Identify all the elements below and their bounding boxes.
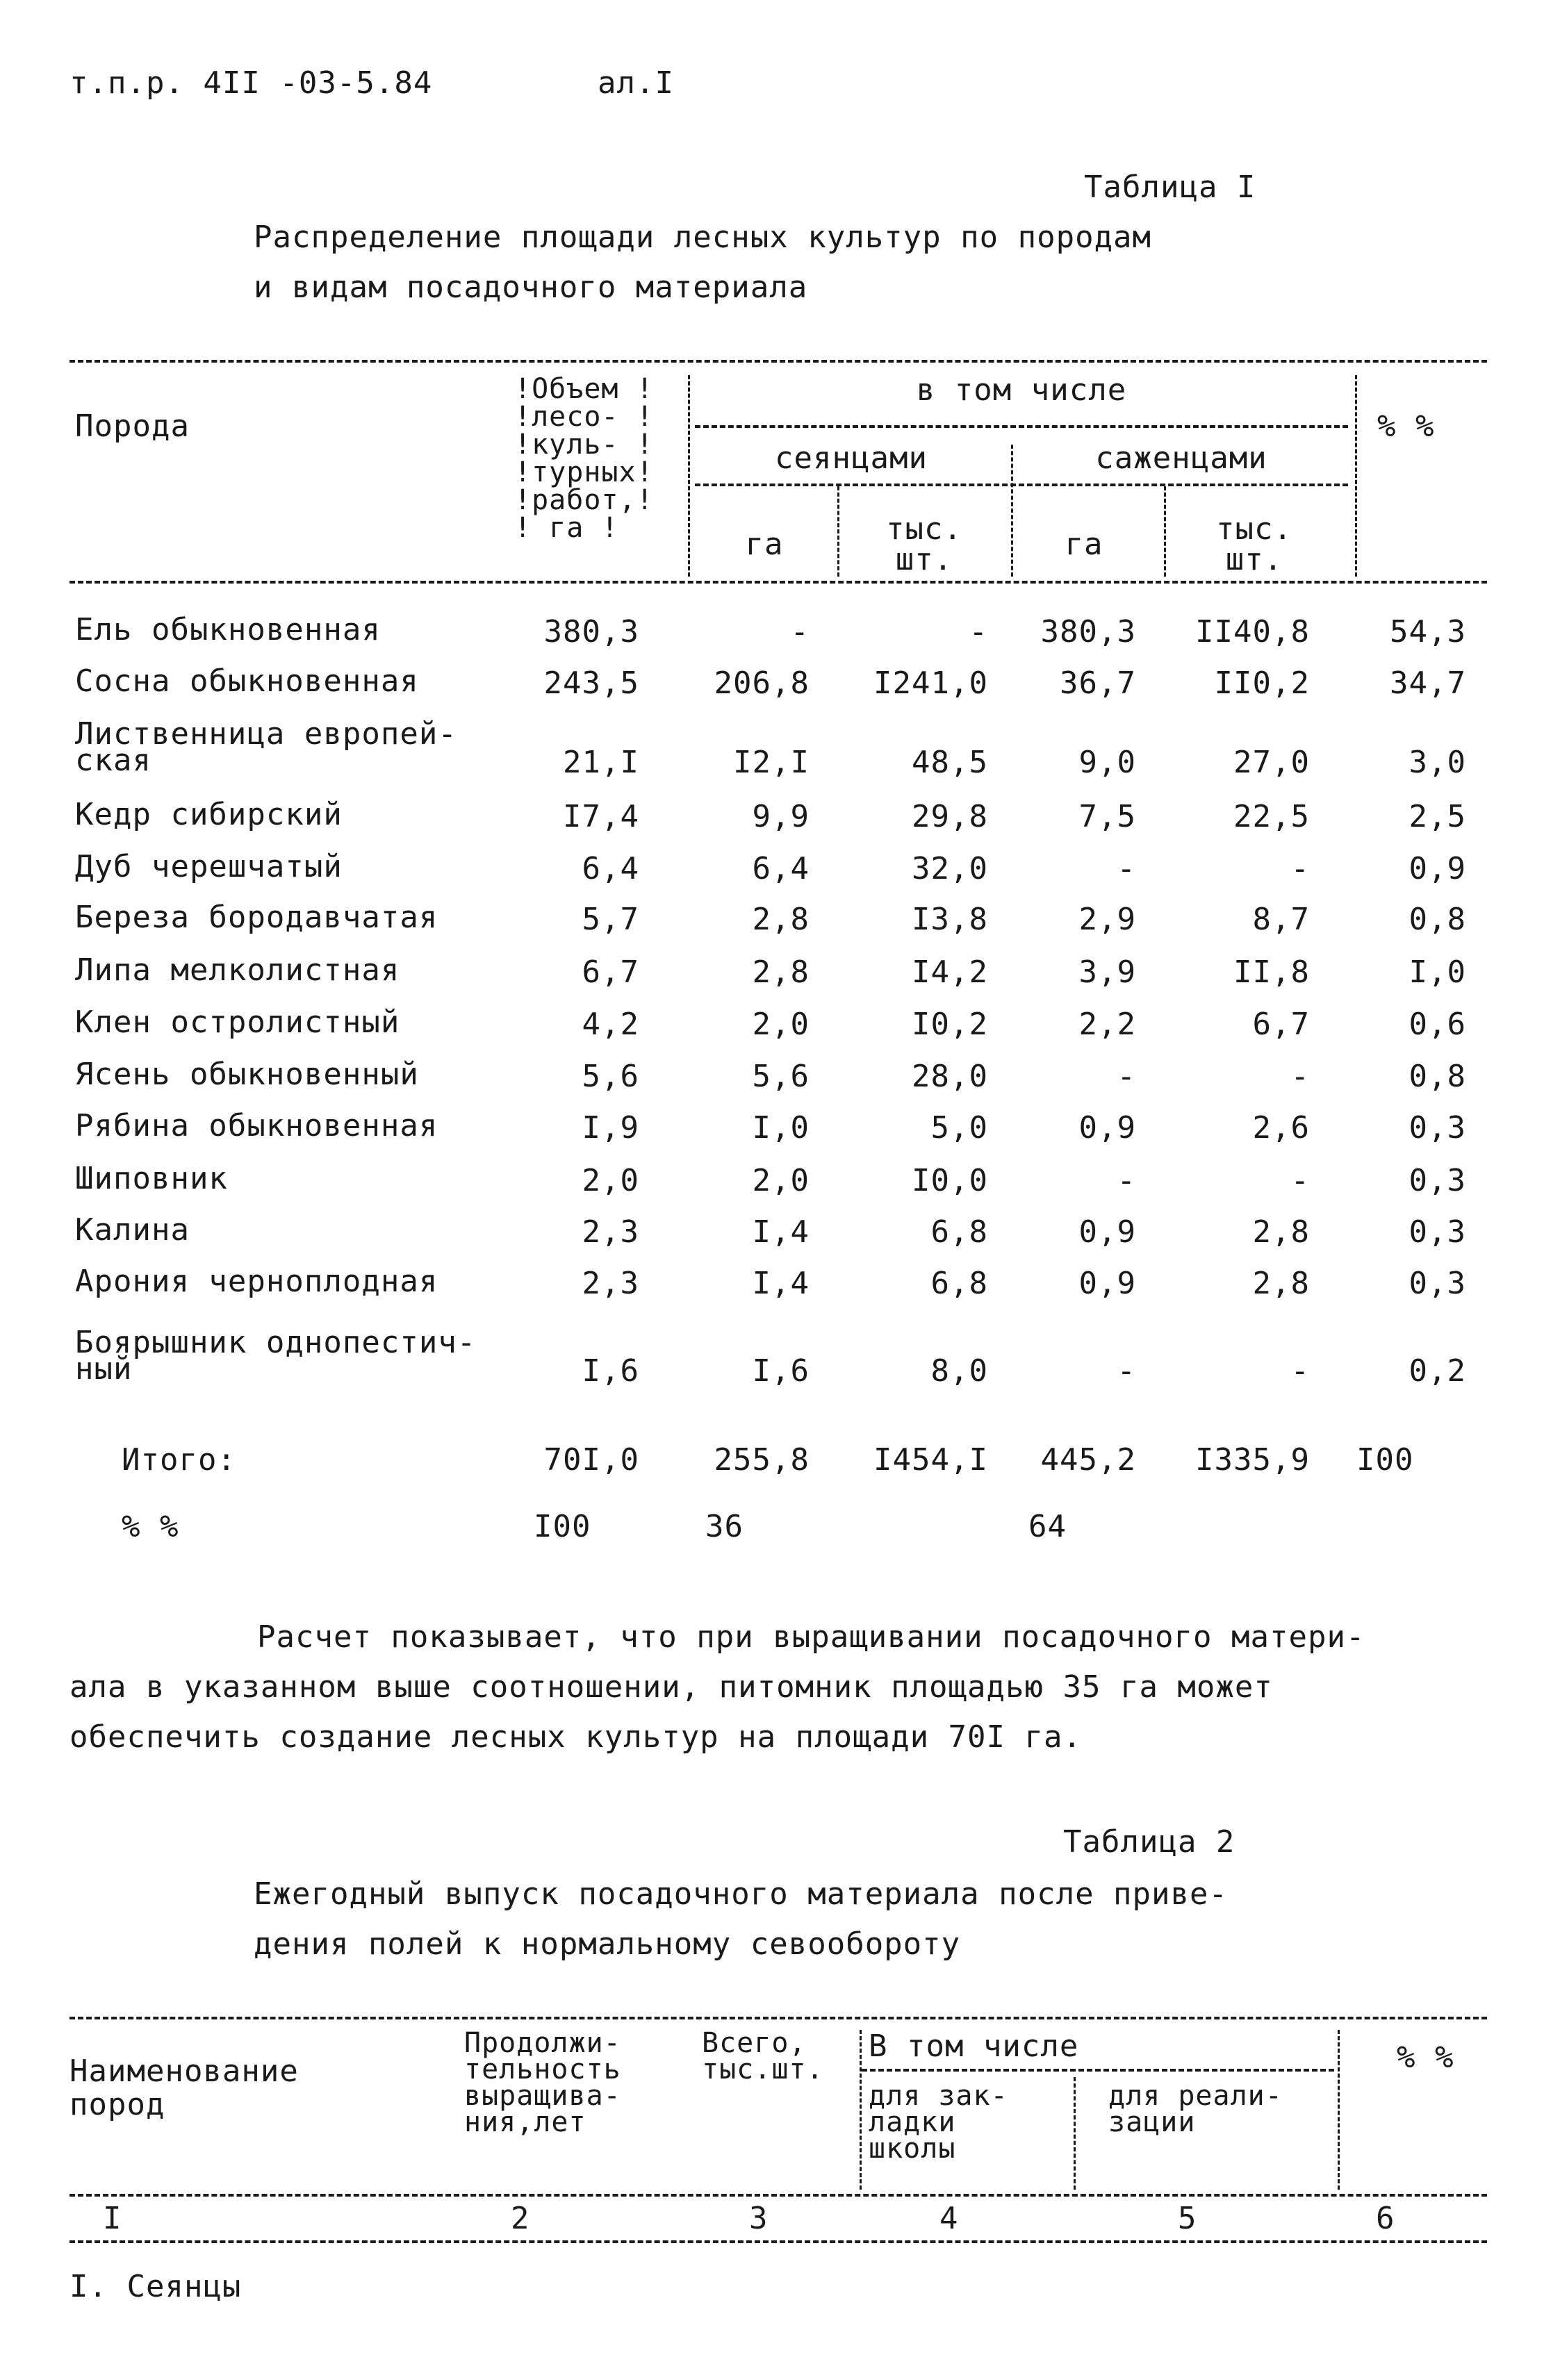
species-name: Лиственница европей- ская [75,716,457,778]
header-seedlings-thousand: тыс. шт. [886,511,962,577]
paragraph-line-2: ала в указанном выше соотношении, питомник площадью 35 га может [69,1669,1273,1705]
cell-volume: 2,0 [582,1163,639,1198]
cell-seedlings-thousand: 5,0 [930,1110,988,1146]
cell-volume: I,9 [582,1110,639,1146]
species-name: Липа мелколистная [75,952,400,988]
cell-seedlings-ha: I,6 [752,1353,810,1389]
cell-seedlings-ha: I,4 [752,1266,810,1301]
cell-percent: 34,7 [1390,666,1466,701]
t2-colnum-4: 4 [939,2201,959,2236]
cell-seedlings-ha: I2,I [733,745,810,780]
t2-colnum-2: 2 [511,2201,530,2236]
cell-volume: I,6 [582,1353,639,1389]
cell-percent: 0,8 [1409,1059,1466,1094]
cell-volume: I7,4 [563,799,639,834]
header-saplings-thousand: тыс. шт. [1216,511,1292,577]
percent-row-volume: I00 [534,1509,591,1544]
cell-saplings-thousand: 2,6 [1252,1110,1310,1146]
cell-saplings-thousand: II,8 [1233,955,1310,990]
cell-volume: 6,7 [582,955,639,990]
cell-seedlings-thousand: I4,2 [912,955,988,990]
header-incl: в том числе [916,372,1127,408]
cell-saplings-thousand: - [1290,1163,1310,1198]
t2-header-divider [1338,2030,1340,2190]
total-saplings-ha: 445,2 [1040,1442,1136,1478]
cell-saplings-ha: 7,5 [1078,799,1136,834]
cell-saplings-thousand: 6,7 [1252,1007,1310,1042]
cell-saplings-thousand: II0,2 [1214,666,1310,701]
cell-seedlings-thousand: I0,2 [912,1007,988,1042]
cell-volume: 2,3 [582,1266,639,1301]
cell-percent: 0,3 [1409,1110,1466,1146]
cell-seedlings-ha: 2,0 [752,1163,810,1198]
cell-seedlings-thousand: 48,5 [912,745,988,780]
cell-seedlings-thousand: - [969,614,988,650]
table2-title-line2: дения полей к нормальному севообороту [254,1926,961,1962]
cell-seedlings-thousand: 32,0 [912,851,988,886]
percent-row-label: % % [122,1509,179,1544]
cell-seedlings-thousand: I3,8 [912,902,988,937]
cell-saplings-thousand: 2,8 [1252,1266,1310,1301]
cell-seedlings-ha: 2,8 [752,955,810,990]
table2-colnum-rule [69,2240,1487,2243]
total-percent: I00 [1356,1442,1414,1478]
table1-caption: Таблица I [1084,170,1256,205]
species-name: Береза бородавчатая [75,900,438,935]
t2-section-seedlings: I. Сеянцы [69,2269,242,2304]
header-saplings: саженцами [1095,440,1267,476]
cell-saplings-ha: 3,9 [1078,955,1136,990]
total-label: Итого: [122,1442,236,1478]
species-name: Кедр сибирский [75,797,343,832]
cell-saplings-thousand: - [1290,1059,1310,1094]
cell-seedlings-ha: 2,0 [752,1007,810,1042]
cell-seedlings-ha: 6,4 [752,851,810,886]
species-name: Клен остролистный [75,1005,400,1040]
cell-seedlings-thousand: 6,8 [930,1266,988,1301]
cell-seedlings-ha: 5,6 [752,1059,810,1094]
cell-volume: 4,2 [582,1007,639,1042]
cell-seedlings-thousand: 28,0 [912,1059,988,1094]
cell-saplings-ha: - [1117,1059,1136,1094]
cell-percent: 2,5 [1409,799,1466,834]
table2-header-bottom-rule [69,2194,1487,2197]
cell-saplings-ha: 36,7 [1060,666,1136,701]
t2-header-incl: В том числе [869,2028,1079,2064]
table1-title-line2: и видам посадочного материала [254,270,808,305]
cell-volume: 21,I [563,745,639,780]
species-name: Калина [75,1212,190,1248]
percent-row-saplings: 64 [1028,1509,1067,1544]
cell-saplings-ha: 0,9 [1078,1214,1136,1250]
cell-percent: 0,9 [1409,851,1466,886]
cell-saplings-thousand: 22,5 [1233,799,1310,834]
cell-volume: 5,7 [582,902,639,937]
species-name: Ель обыкновенная [75,612,381,647]
header-species: Порода [75,408,190,444]
doc-reference: т.п.р. 4II -03-5.84 [69,65,433,101]
header-percent: % % [1377,408,1435,444]
cell-percent: I,0 [1409,955,1466,990]
cell-seedlings-ha: 2,8 [752,902,810,937]
cell-saplings-ha: - [1117,1163,1136,1198]
cell-volume: 380,3 [543,614,639,650]
cell-seedlings-thousand: 8,0 [930,1353,988,1389]
cell-saplings-thousand: - [1290,851,1310,886]
cell-seedlings-thousand: I241,0 [873,666,988,701]
t2-colnum-3: 3 [749,2201,769,2236]
cell-saplings-ha: 9,0 [1078,745,1136,780]
cell-volume: 243,5 [543,666,639,701]
cell-saplings-ha: 380,3 [1040,614,1136,650]
t2-header-incl-rule [862,2069,1334,2072]
t2-colnum-5: 5 [1178,2201,1197,2236]
cell-percent: 0,3 [1409,1163,1466,1198]
cell-saplings-ha: - [1117,1353,1136,1389]
cell-saplings-ha: 0,9 [1078,1266,1136,1301]
species-name: Ясень обыкновенный [75,1057,419,1092]
species-name: Боярышник однопестич- ный [75,1325,477,1387]
species-name: Арония черноплодная [75,1264,438,1299]
species-name: Шиповник [75,1161,228,1196]
cell-seedlings-thousand: 29,8 [912,799,988,834]
cell-percent: 0,3 [1409,1214,1466,1250]
t2-header-duration: Продолжи- тельность выращива- ния,лет [464,2027,621,2138]
table2-title-line1: Ежегодный выпуск посадочного материала после приве- [254,1876,1229,1912]
t2-header-school: для зак- ладки школы [869,2080,1008,2165]
cell-saplings-thousand: 27,0 [1233,745,1310,780]
table1-title-line1: Распределение площади лесных культур по породам [254,220,1152,255]
cell-saplings-ha: - [1117,851,1136,886]
cell-seedlings-ha: 9,9 [752,799,810,834]
header-saplings-ha: га [1065,527,1103,562]
species-name: Рябина обыкновенная [75,1108,438,1143]
cell-percent: 0,2 [1409,1353,1466,1389]
cell-percent: 0,8 [1409,902,1466,937]
cell-volume: 2,3 [582,1214,639,1250]
t2-colnum-6: 6 [1376,2201,1395,2236]
cell-saplings-ha: 2,2 [1078,1007,1136,1042]
cell-seedlings-ha: 206,8 [714,666,810,701]
paragraph-line-3: обеспечить создание лесных культур на площади 70I га. [69,1719,1082,1755]
sheet-number: ал.I [598,65,674,101]
t2-header-total: Всего, тыс.шт. [702,2027,824,2085]
cell-percent: 3,0 [1409,745,1466,780]
cell-saplings-thousand: II40,8 [1195,614,1310,650]
cell-saplings-thousand: 8,7 [1252,902,1310,937]
cell-percent: 54,3 [1390,614,1466,650]
header-seedlings-ha: га [745,527,784,562]
t2-header-name: Наименование пород [69,2053,299,2122]
t2-header-percent: % % [1397,2040,1454,2075]
species-name: Сосна обыкновенная [75,663,419,699]
t2-header-divider [860,2030,862,2190]
header-seedlings: сеянцами [775,440,928,476]
cell-seedlings-ha: I,4 [752,1214,810,1250]
total-saplings-thousand: I335,9 [1195,1442,1310,1478]
t2-header-sale: для реали- зации [1108,2080,1283,2138]
species-name: Дуб черешчатый [75,849,343,884]
cell-seedlings-thousand: I0,0 [912,1163,988,1198]
cell-saplings-thousand: - [1290,1353,1310,1389]
table2-caption: Таблица 2 [1063,1824,1235,1860]
cell-saplings-ha: 0,9 [1078,1110,1136,1146]
total-seedlings-ha: 255,8 [714,1442,810,1478]
total-volume: 70I,0 [543,1442,639,1478]
cell-seedlings-ha: - [790,614,810,650]
paragraph-line-1: Расчет показывает, что при выращивании посадочного матери- [257,1619,1365,1655]
cell-volume: 6,4 [582,851,639,886]
cell-saplings-thousand: 2,8 [1252,1214,1310,1250]
total-seedlings-thousand: I454,I [873,1442,988,1478]
t2-header-divider [1074,2077,1076,2190]
t2-colnum-1: I [103,2201,122,2236]
cell-seedlings-ha: I,0 [752,1110,810,1146]
cell-percent: 0,6 [1409,1007,1466,1042]
percent-row-seedlings: 36 [705,1509,744,1544]
cell-percent: 0,3 [1409,1266,1466,1301]
cell-saplings-ha: 2,9 [1078,902,1136,937]
cell-volume: 5,6 [582,1059,639,1094]
table2-top-rule [69,2017,1487,2019]
cell-seedlings-thousand: 6,8 [930,1214,988,1250]
